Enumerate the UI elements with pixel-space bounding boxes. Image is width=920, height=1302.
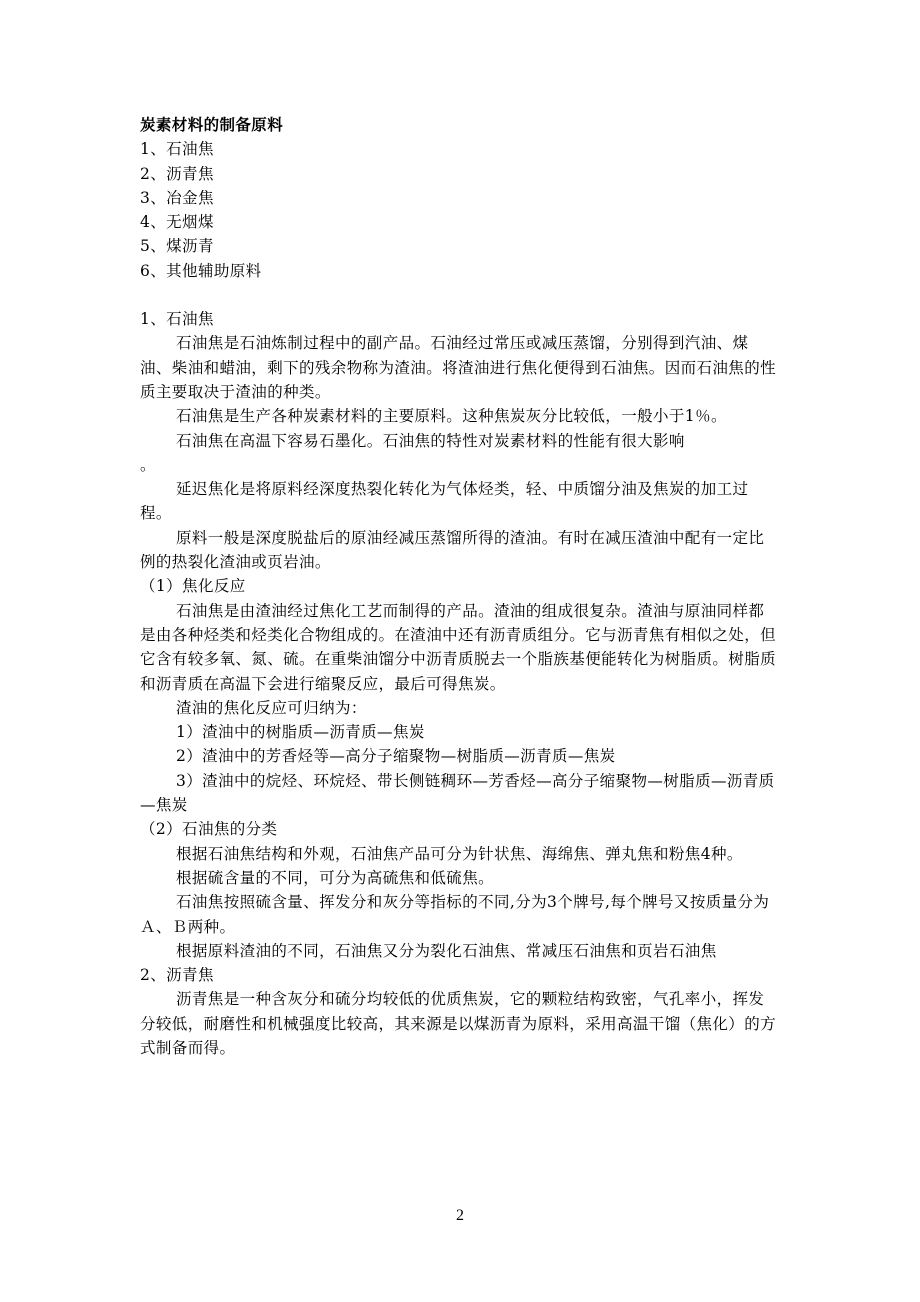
section-heading-petroleum-coke: 1、石油焦	[140, 310, 214, 329]
toc-item: 5、煤沥青	[140, 237, 214, 256]
subsection-heading-classification: （2）石油焦的分类	[140, 820, 278, 839]
paragraph: 原料一般是深度脱盐后的原油经减压蒸馏所得的渣油。有时在减压渣油中配有一定比例的热裂化渣油或页岩油。	[140, 528, 765, 572]
blank-line	[140, 283, 780, 307]
toc-item: 3、冶金焦	[140, 188, 214, 207]
paragraph: 石油焦是生产各种炭素材料的主要原料。这种焦炭灰分比较低，一般小于1％。	[176, 407, 727, 426]
document-title: 炭素材料的制备原料	[140, 115, 284, 134]
paragraph-tail: 。	[140, 455, 156, 474]
paragraph: 渣油的焦化反应可归纳为：	[176, 698, 367, 717]
toc-item: 4、无烟煤	[140, 213, 214, 232]
subsection-heading-coking-reaction: （1）焦化反应	[140, 577, 246, 596]
paragraph: 石油焦是由渣油经过焦化工艺而制得的产品。渣油的组成很复杂。渣油与原油同样都是由各种烃类和烃类化合物组成的。在渣油中还有沥青质组分。它与沥青焦有相似之处，但它含有较多氧、氮、硫。在重柴油馏分中沥青质脱去一个脂族基便能转化为树脂质。树脂质和沥青质在高温下会进行缩聚反应，最后可得焦炭。	[140, 601, 777, 693]
paragraph: 根据原料渣油的不同，石油焦又分为裂化石油焦、常减压石油焦和页岩石油焦	[176, 941, 717, 960]
section-heading-pitch-coke: 2、沥青焦	[140, 966, 214, 985]
reaction-item: 3）渣油中的烷烃、环烷烃、带长侧链稠环—芳香烃—高分子缩聚物—树脂质—沥青质—焦炭	[140, 771, 775, 815]
page-number: 2	[456, 1207, 464, 1224]
paragraph: 沥青焦是一种含灰分和硫分均较低的优质焦炭，它的颗粒结构致密，气孔率小，挥发分较低，耐磨性和机械强度比较高，其来源是以煤沥青为原料，采用高温干馏（焦化）的方式制备而得。	[140, 990, 777, 1057]
toc-item: 6、其他辅助原料	[140, 261, 262, 280]
document-body	[140, 113, 780, 1060]
paragraph: 根据石油焦结构和外观，石油焦产品可分为针状焦、海绵焦、弹丸焦和粉焦4种。	[176, 844, 743, 863]
toc-item: 1、石油焦	[140, 140, 214, 159]
toc-item: 2、沥青焦	[140, 164, 214, 183]
paragraph: 石油焦是石油炼制过程中的副产品。石油经过常压或减压蒸馏，分别得到汽油、煤油、柴油和蜡油，剩下的残余物称为渣油。将渣油进行焦化便得到石油焦。因而石油焦的性质主要取决于渣油的种类。	[140, 334, 777, 401]
paragraph: 根据硫含量的不同，可分为高硫焦和低硫焦。	[176, 868, 495, 887]
paragraph: 延迟焦化是将原料经深度热裂化转化为气体烃类，轻、中质馏分油及焦炭的加工过程。	[140, 480, 749, 523]
paragraph: 石油焦在高温下容易石墨化。石油焦的特性对炭素材料的性能有很大影响	[176, 431, 685, 450]
reaction-item: 1）渣油中的树脂质—沥青质—焦炭	[176, 723, 425, 742]
paragraph: 石油焦按照硫含量、挥发分和灰分等指标的不同,分为3个牌号,每个牌号又按质量分为Ａ、Ｂ两种。	[140, 893, 770, 936]
reaction-item: 2）渣油中的芳香烃等—高分子缩聚物—树脂质—沥青质—焦炭	[176, 747, 616, 766]
